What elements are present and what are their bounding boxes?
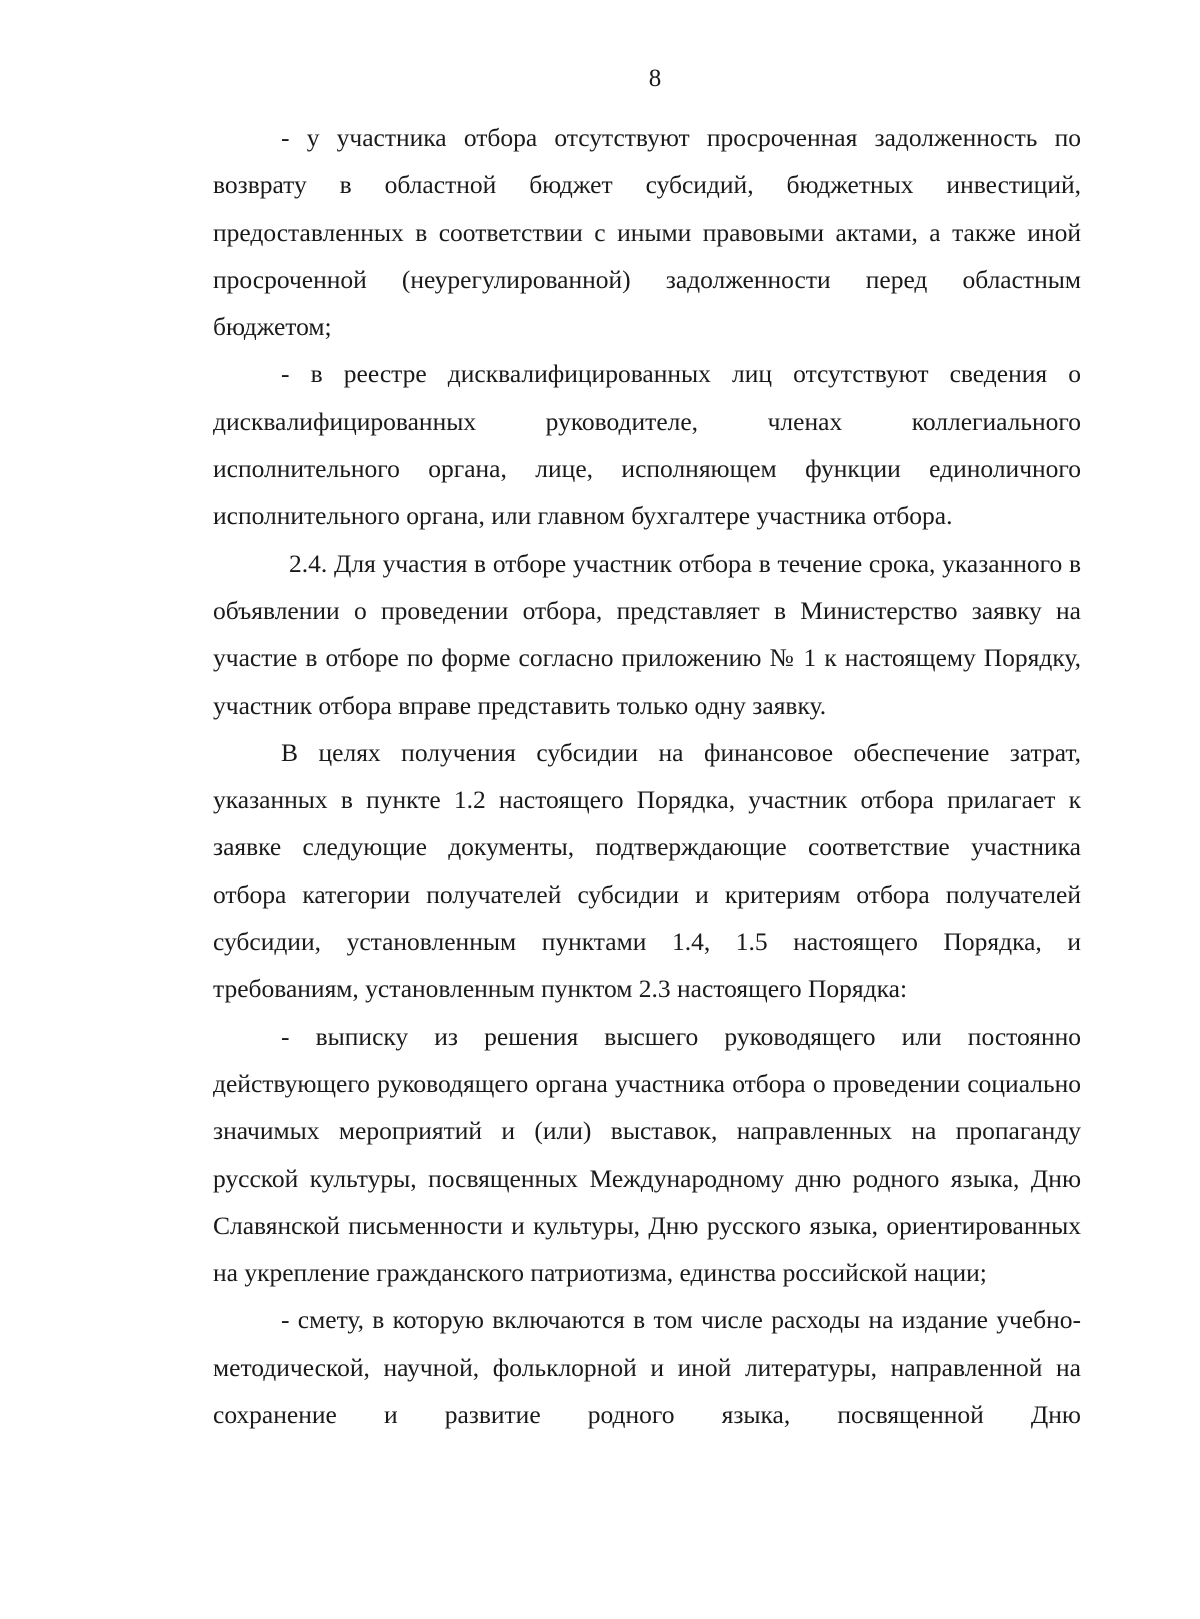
paragraph-no-overdue-debt: - у участника отбора отсутствуют просроченная задолженность по возврату в областной бюджет субсидий, бюджетных инвестиций, предоставленных в соответствии с иными правовыми актами, а также иной просроченной (неурегулированной) задолженности перед областным бюджетом; [213,123,1081,342]
paragraph-estimate: - смету, в которую включаются в том числе расходы на издание учебно-методической, научной, фольклорной и иной литературы, направленной на сохранение и развитие родного языка, посвященной Дню [213,1305,1081,1430]
paragraph-required-documents: В целях получения субсидии на финансовое обеспечение затрат, указанных в пункте 1.2 настоящего Порядка, участник отбора прилагает к заявке следующие документы, подтверждающие соответствие участника отбора категории получателей субсидии и критериям отбора получателей субсидии, установленным пунктами 1.4, 1.5 настоящего Порядка, и требованиям, установленным пунктом 2.3 настоящего Порядка: [213,737,1081,1004]
paragraph-disqualified-persons-registry: - в реестре дисквалифицированных лиц отсутствуют сведения о дисквалифицированных руководителе, членах коллегиального исполнительного органа, лице, исполняющем функции единоличного исполнительного органа, или главном бухгалтере участника отбора. [213,359,1081,531]
document-body [213,114,1081,1438]
paragraph-decision-extract: - выписку из решения высшего руководящего или постоянно действующего руководящего органа участника отбора о проведении социально значимых мероприятий и (или) выставок, направленных на пропаганду русской культуры, посвященных Международному дню родного языка, Дню Славянской письменности и культуры, Дню русского языка, ориентированных на укрепление гражданского патриотизма, единства российской нации; [213,1021,1081,1288]
paragraph-section-2-4: 2.4. Для участия в отборе участник отбора в течение срока, указанного в объявлении о проведении отбора, представляет в Министерство заявку на участие в отборе по форме согласно приложению № 1 к настоящему Порядку, участник отбора вправе представить только одну заявку. [213,548,1081,720]
page-number: 8 [648,65,662,92]
